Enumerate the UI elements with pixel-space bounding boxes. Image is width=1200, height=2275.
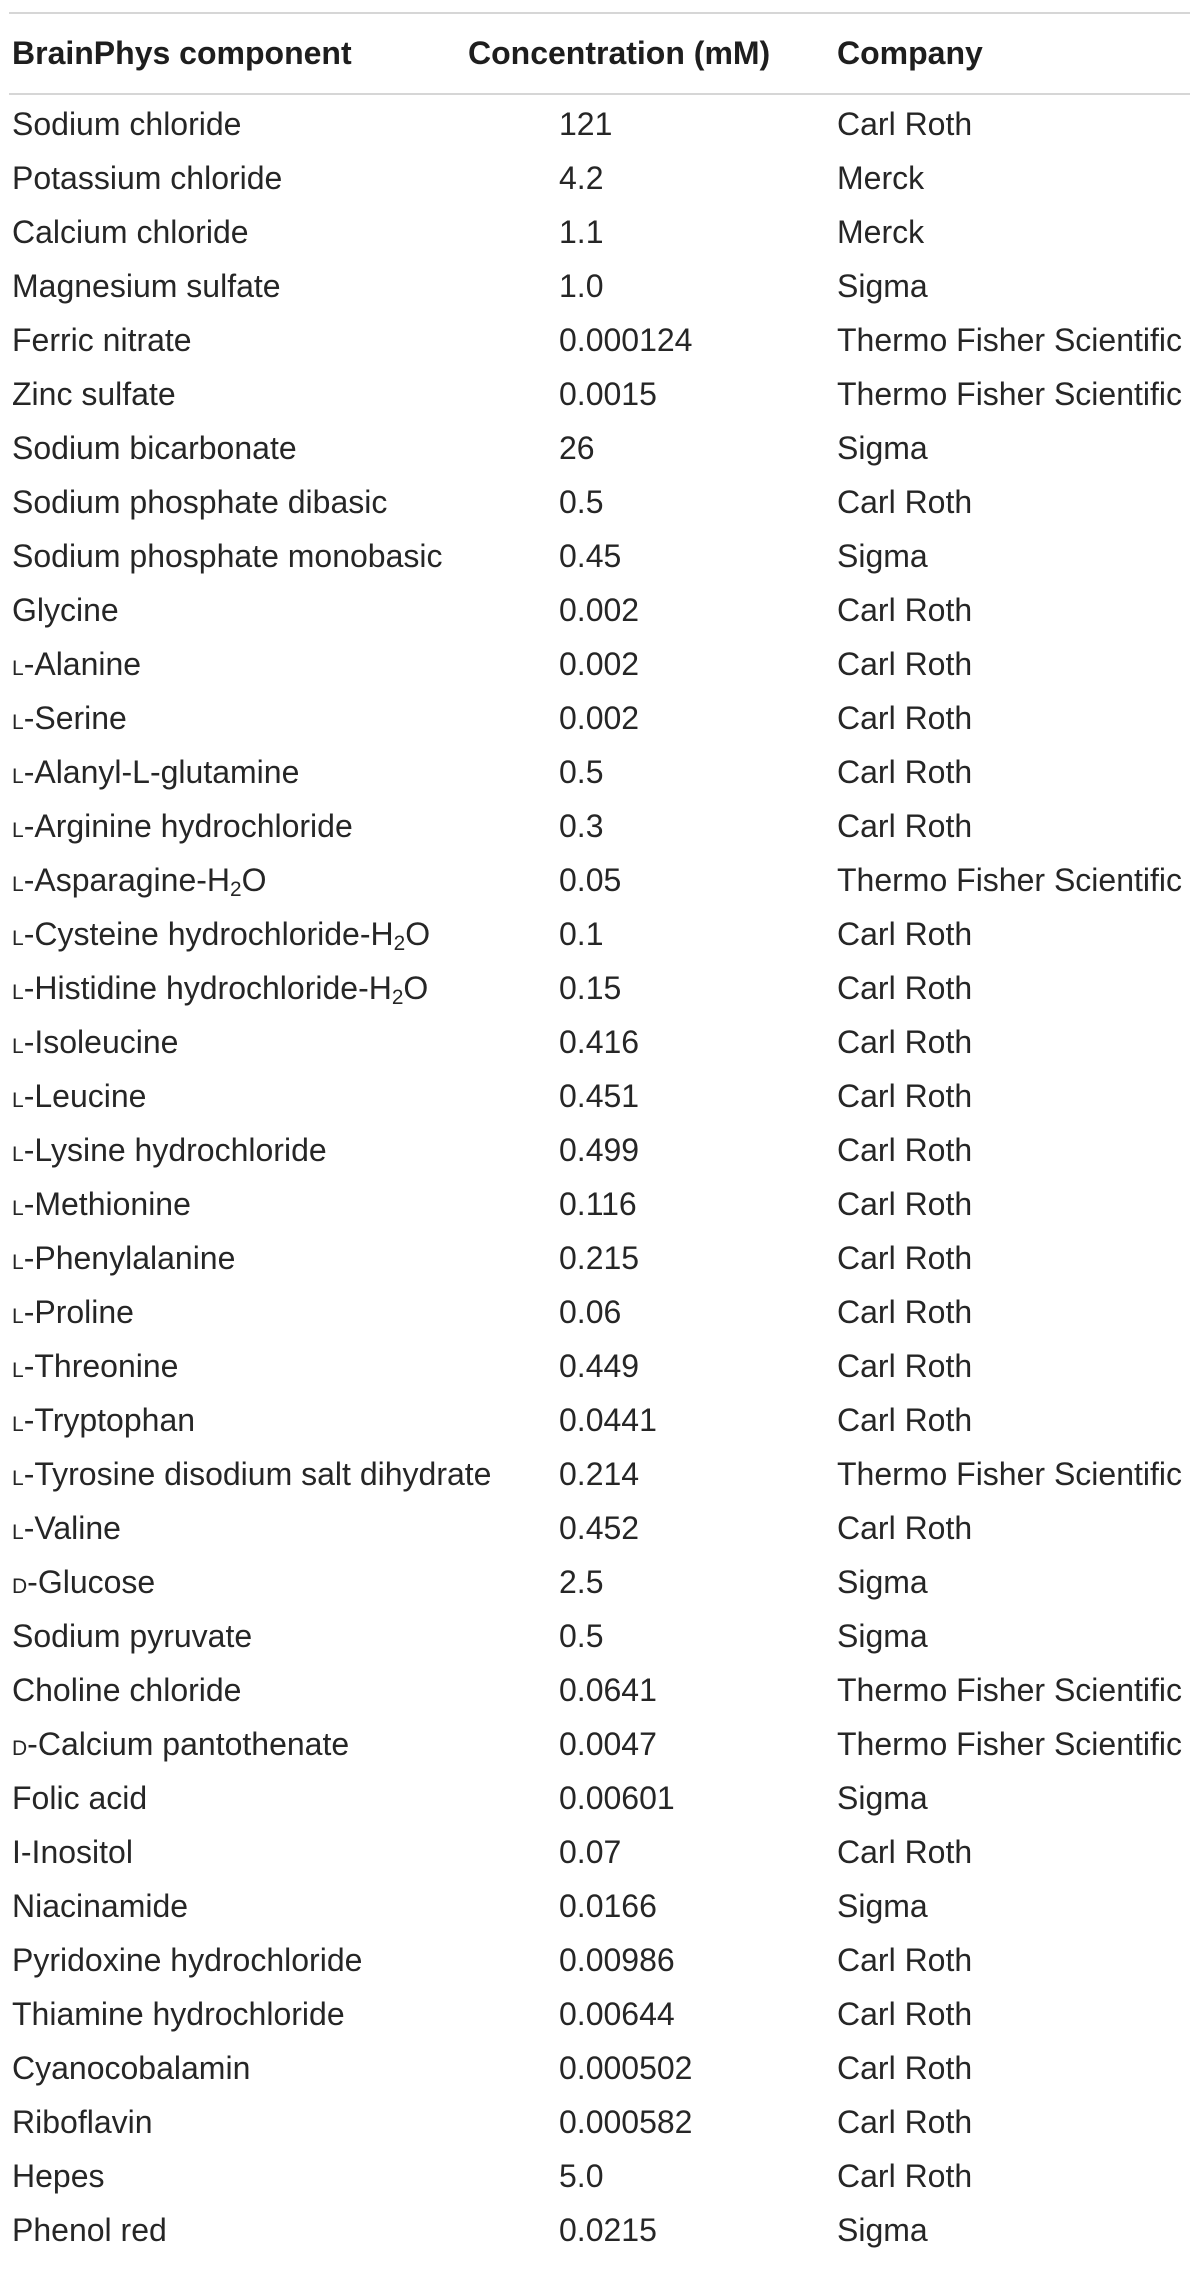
component-text: -Alanyl-L-glutamine xyxy=(23,753,300,790)
concentration-value: 0.416 xyxy=(559,1023,640,1060)
concentration-value: 0.0166 xyxy=(559,1887,657,1924)
company-name: Carl Roth xyxy=(837,915,973,952)
component-name xyxy=(9,970,468,1007)
stereo-prefix: l xyxy=(12,1296,24,1330)
stereo-prefix: l xyxy=(12,1188,24,1222)
header-company: Company xyxy=(837,35,983,71)
component-table xyxy=(9,12,1190,2257)
concentration-value: 0.002 xyxy=(559,591,640,628)
component-name xyxy=(9,1402,468,1439)
table-row xyxy=(9,1933,1190,1987)
table-row xyxy=(9,529,1190,583)
company-name: Carl Roth xyxy=(837,1833,973,1870)
company-name: Sigma xyxy=(837,2211,928,2248)
component-name xyxy=(9,1888,468,1925)
header-component: BrainPhys component xyxy=(12,35,352,71)
table-row xyxy=(9,1393,1190,1447)
component-text: Sodium phosphate monobasic xyxy=(12,537,443,574)
component-name xyxy=(9,268,468,305)
table-row xyxy=(9,907,1190,961)
concentration-value: 0.07 xyxy=(559,1833,622,1870)
table-row xyxy=(9,2203,1190,2257)
concentration-value: 0.499 xyxy=(559,1131,640,1168)
company-name: Sigma xyxy=(837,267,928,304)
concentration-value: 0.002 xyxy=(559,699,640,736)
table-row xyxy=(9,2149,1190,2203)
table-row xyxy=(9,1663,1190,1717)
table-header xyxy=(9,14,1190,93)
company-name: Carl Roth xyxy=(837,1185,973,1222)
concentration-value: 0.06 xyxy=(559,1293,622,1330)
company-name: Carl Roth xyxy=(837,1995,973,2032)
component-text: Zinc sulfate xyxy=(12,375,176,412)
table-row xyxy=(9,1825,1190,1879)
concentration-value: 0.5 xyxy=(559,1617,604,1654)
concentration-value: 0.000502 xyxy=(559,2049,693,2086)
component-text: -Lysine hydrochloride xyxy=(23,1131,327,1168)
table-row xyxy=(9,1123,1190,1177)
component-text: -Valine xyxy=(23,1509,121,1546)
stereo-prefix: d xyxy=(12,1728,28,1762)
company-name: Sigma xyxy=(837,1779,928,1816)
concentration-value: 0.00986 xyxy=(559,1941,675,1978)
concentration-value: 0.000124 xyxy=(559,321,693,358)
company-name: Thermo Fisher Scientific xyxy=(837,375,1182,412)
company-name: Carl Roth xyxy=(837,2157,973,2194)
stereo-prefix: l xyxy=(12,972,24,1006)
company-name: Carl Roth xyxy=(837,1131,973,1168)
component-name xyxy=(9,1942,468,1979)
component-text: Glycine xyxy=(12,591,119,628)
table-row xyxy=(9,1177,1190,1231)
concentration-value: 0.15 xyxy=(559,969,622,1006)
component-text: Thiamine hydrochloride xyxy=(12,1995,345,2032)
component-name xyxy=(9,1455,492,1493)
component-text: -Tryptophan xyxy=(23,1401,196,1438)
company-name: Merck xyxy=(837,159,925,196)
component-text: Potassium chloride xyxy=(12,159,283,196)
component-text: Sodium pyruvate xyxy=(12,1617,253,1654)
concentration-value: 0.214 xyxy=(559,1455,640,1492)
concentration-value: 0.0215 xyxy=(559,2211,657,2248)
company-name: Thermo Fisher Scientific xyxy=(837,1455,1182,1492)
component-name xyxy=(9,1294,468,1331)
component-text: -Methionine xyxy=(23,1185,191,1222)
concentration-value: 0.449 xyxy=(559,1347,640,1384)
table-row xyxy=(9,745,1190,799)
component-text: I-Inositol xyxy=(12,1833,133,1870)
concentration-value: 26 xyxy=(559,429,595,466)
concentration-value: 0.05 xyxy=(559,861,622,898)
component-name xyxy=(9,862,468,899)
component-text: -Alanine xyxy=(23,645,142,682)
stereo-prefix: l xyxy=(12,1242,24,1276)
component-text: Phenol red xyxy=(12,2211,167,2248)
company-name: Carl Roth xyxy=(837,1347,973,1384)
component-text: -Arginine hydrochloride xyxy=(23,807,353,844)
component-text: Riboflavin xyxy=(12,2103,153,2140)
table-row xyxy=(9,475,1190,529)
table-row xyxy=(9,1069,1190,1123)
component-name xyxy=(9,592,468,629)
table-row xyxy=(9,367,1190,421)
company-name: Sigma xyxy=(837,1563,928,1600)
component-name xyxy=(9,916,468,953)
component-name xyxy=(9,1024,468,1061)
table-row xyxy=(9,1339,1190,1393)
concentration-value: 0.000582 xyxy=(559,2103,693,2140)
component-text: -Glucose xyxy=(27,1563,156,1600)
concentration-value: 0.1 xyxy=(559,915,604,952)
concentration-value: 0.0047 xyxy=(559,1725,657,1762)
component-text: Cyanocobalamin xyxy=(12,2049,251,2086)
company-name: Carl Roth xyxy=(837,2049,973,2086)
company-name: Carl Roth xyxy=(837,1941,973,1978)
stereo-prefix: l xyxy=(12,648,24,682)
component-suffix: O xyxy=(405,915,431,952)
table-row xyxy=(9,853,1190,907)
component-name xyxy=(9,2104,468,2141)
component-name xyxy=(9,1726,468,1763)
table-row xyxy=(9,1771,1190,1825)
table-row xyxy=(9,313,1190,367)
component-name xyxy=(9,1996,468,2033)
component-name xyxy=(9,1834,468,1871)
stereo-prefix: l xyxy=(12,1512,24,1546)
concentration-value: 0.451 xyxy=(559,1077,640,1114)
concentration-value: 0.5 xyxy=(559,753,604,790)
company-name: Sigma xyxy=(837,1617,928,1654)
table-row xyxy=(9,1987,1190,2041)
component-text: -Histidine hydrochloride-H xyxy=(23,969,392,1006)
component-name xyxy=(9,1348,468,1385)
concentration-value: 0.0015 xyxy=(559,375,657,412)
company-name: Thermo Fisher Scientific xyxy=(837,861,1182,898)
company-name: Sigma xyxy=(837,1887,928,1924)
component-text: Pyridoxine hydrochloride xyxy=(12,1941,363,1978)
component-name xyxy=(9,754,468,791)
table-row xyxy=(9,1447,1190,1501)
concentration-value: 2.5 xyxy=(559,1563,604,1600)
subscript: 2 xyxy=(393,931,406,955)
table-row xyxy=(9,1285,1190,1339)
component-name xyxy=(9,538,468,575)
stereo-prefix: l xyxy=(12,810,24,844)
component-text: Ferric nitrate xyxy=(12,321,192,358)
company-name: Carl Roth xyxy=(837,591,973,628)
concentration-value: 121 xyxy=(559,105,613,142)
company-name: Thermo Fisher Scientific xyxy=(837,1725,1182,1762)
concentration-value: 0.116 xyxy=(559,1185,637,1222)
subscript: 2 xyxy=(230,877,242,901)
table-row xyxy=(9,1879,1190,1933)
component-text: -Threonine xyxy=(23,1347,179,1384)
component-name xyxy=(9,1618,468,1655)
stereo-prefix: l xyxy=(12,1026,24,1060)
component-suffix: O xyxy=(241,861,267,898)
component-text: Hepes xyxy=(12,2157,105,2194)
component-text: Sodium chloride xyxy=(12,105,242,142)
company-name: Carl Roth xyxy=(837,1293,973,1330)
company-name: Carl Roth xyxy=(837,1077,973,1114)
component-text: Folic acid xyxy=(12,1779,148,1816)
stereo-prefix: l xyxy=(12,918,24,952)
company-name: Carl Roth xyxy=(837,1023,973,1060)
subscript: 2 xyxy=(391,985,404,1009)
table-row xyxy=(9,2095,1190,2149)
company-name: Carl Roth xyxy=(837,483,973,520)
component-name xyxy=(9,1078,468,1115)
component-text: Niacinamide xyxy=(12,1887,189,1924)
component-text: Sodium phosphate dibasic xyxy=(12,483,388,520)
component-text: Calcium chloride xyxy=(12,213,249,250)
table-row xyxy=(9,421,1190,475)
component-name xyxy=(9,1564,468,1601)
stereo-prefix: l xyxy=(12,1134,24,1168)
company-name: Carl Roth xyxy=(837,2103,973,2140)
company-name: Sigma xyxy=(837,429,928,466)
company-name: Sigma xyxy=(837,537,928,574)
component-text: -Asparagine-H xyxy=(23,861,230,898)
concentration-value: 5.0 xyxy=(559,2157,604,2194)
component-text: -Leucine xyxy=(23,1077,147,1114)
table-row xyxy=(9,1231,1190,1285)
concentration-value: 0.452 xyxy=(559,1509,640,1546)
component-name xyxy=(9,106,468,143)
component-text: Magnesium sulfate xyxy=(12,267,281,304)
component-text: -Calcium pantothenate xyxy=(27,1725,350,1762)
table-row xyxy=(9,205,1190,259)
component-name xyxy=(9,484,468,521)
table-row xyxy=(9,691,1190,745)
component-text: -Cysteine hydrochloride-H xyxy=(23,915,394,952)
component-suffix: O xyxy=(403,969,429,1006)
table-row xyxy=(9,1609,1190,1663)
company-name: Thermo Fisher Scientific xyxy=(837,321,1182,358)
component-text: -Isoleucine xyxy=(23,1023,179,1060)
component-name xyxy=(9,160,468,197)
company-name: Carl Roth xyxy=(837,969,973,1006)
table-row xyxy=(9,583,1190,637)
company-name: Carl Roth xyxy=(837,807,973,844)
concentration-value: 0.002 xyxy=(559,645,640,682)
concentration-value: 0.0641 xyxy=(559,1671,657,1708)
table-row xyxy=(9,97,1190,151)
table-row xyxy=(9,151,1190,205)
table-row xyxy=(9,1501,1190,1555)
concentration-value: 1.0 xyxy=(559,267,604,304)
component-name xyxy=(9,700,468,737)
concentration-value: 0.00601 xyxy=(559,1779,675,1816)
company-name: Carl Roth xyxy=(837,1239,973,1276)
header-concentration: Concentration (mM) xyxy=(468,35,771,71)
table-row xyxy=(9,961,1190,1015)
table-row xyxy=(9,1015,1190,1069)
concentration-value: 0.45 xyxy=(559,537,622,574)
stereo-prefix: l xyxy=(12,1350,24,1384)
company-name: Carl Roth xyxy=(837,105,973,142)
component-text: -Proline xyxy=(23,1293,134,1330)
component-text: -Tyrosine disodium salt dihydrate xyxy=(23,1455,492,1492)
stereo-prefix: l xyxy=(12,864,24,898)
concentration-value: 4.2 xyxy=(559,159,604,196)
stereo-prefix: l xyxy=(12,756,24,790)
component-name xyxy=(9,2158,468,2195)
component-name xyxy=(9,2050,468,2087)
stereo-prefix: l xyxy=(12,1080,24,1114)
component-text: -Phenylalanine xyxy=(23,1239,236,1276)
component-name xyxy=(9,1672,468,1709)
component-name xyxy=(9,322,468,359)
component-text: Choline chloride xyxy=(12,1671,242,1708)
component-name xyxy=(9,1510,468,1547)
component-name xyxy=(9,808,468,845)
component-text: Sodium bicarbonate xyxy=(12,429,297,466)
concentration-value: 1.1 xyxy=(559,213,604,250)
company-name: Carl Roth xyxy=(837,1509,973,1546)
stereo-prefix: l xyxy=(12,1458,24,1492)
component-name xyxy=(9,1186,468,1223)
concentration-value: 0.00644 xyxy=(559,1995,675,2032)
component-name xyxy=(9,646,468,683)
company-name: Carl Roth xyxy=(837,645,973,682)
table-row xyxy=(9,1717,1190,1771)
concentration-value: 0.3 xyxy=(559,807,604,844)
component-name xyxy=(9,1132,468,1169)
table-body xyxy=(9,95,1190,2257)
company-name: Thermo Fisher Scientific xyxy=(837,1671,1182,1708)
stereo-prefix: l xyxy=(12,1404,24,1438)
company-name: Carl Roth xyxy=(837,753,973,790)
table-row xyxy=(9,2041,1190,2095)
concentration-value: 0.0441 xyxy=(559,1401,657,1438)
company-name: Merck xyxy=(837,213,925,250)
table-row xyxy=(9,637,1190,691)
table-row xyxy=(9,799,1190,853)
stereo-prefix: l xyxy=(12,702,24,736)
concentration-value: 0.5 xyxy=(559,483,604,520)
component-name xyxy=(9,214,468,251)
component-text: -Serine xyxy=(23,699,127,736)
component-name xyxy=(9,1780,468,1817)
table-row xyxy=(9,1555,1190,1609)
component-name xyxy=(9,376,468,413)
component-name xyxy=(9,1240,468,1277)
component-name xyxy=(9,2212,468,2249)
component-name xyxy=(9,430,468,467)
table-row xyxy=(9,259,1190,313)
stereo-prefix: d xyxy=(12,1566,28,1600)
concentration-value: 0.215 xyxy=(559,1239,640,1276)
company-name: Carl Roth xyxy=(837,1401,973,1438)
company-name: Carl Roth xyxy=(837,699,973,736)
